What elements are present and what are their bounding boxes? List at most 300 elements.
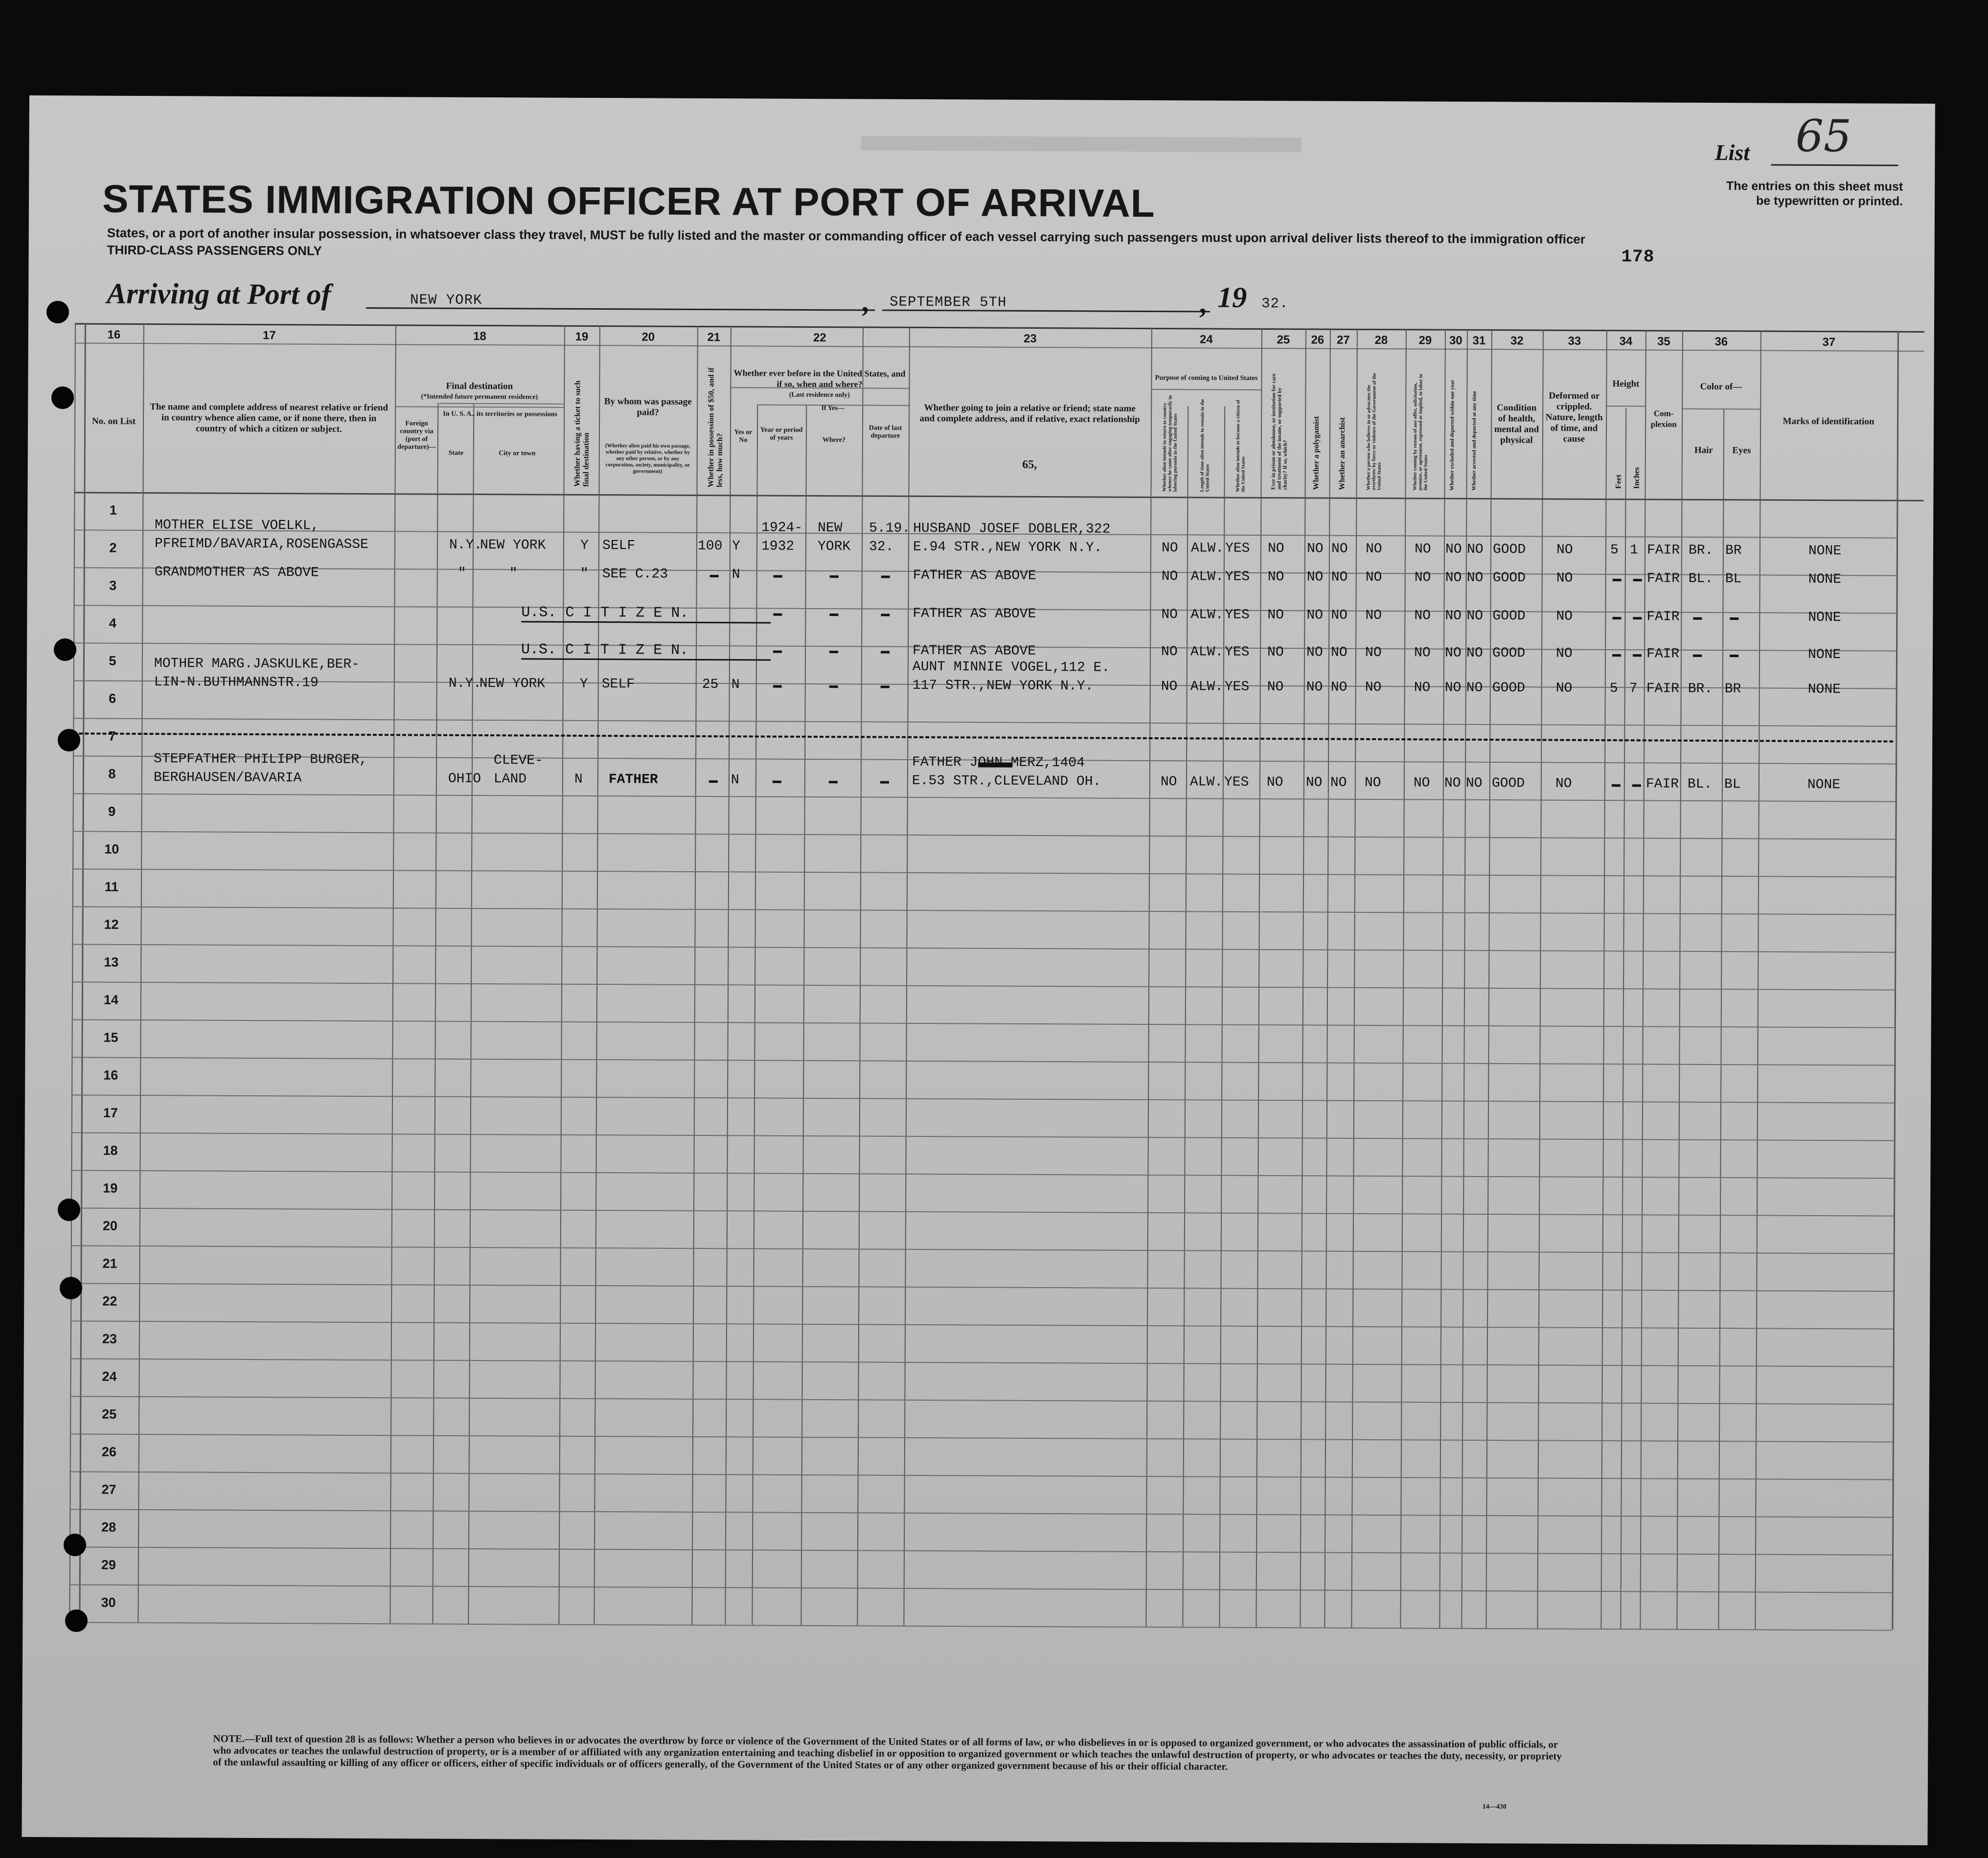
row7-health: GOOD xyxy=(1491,776,1525,792)
row7-p-citizen: YES xyxy=(1224,774,1249,790)
column-rule xyxy=(725,326,731,1625)
row-rule xyxy=(70,1471,1893,1480)
row4-c30: NO xyxy=(1444,645,1462,661)
row-number: 19 xyxy=(103,1180,118,1196)
row-rule xyxy=(72,1019,1895,1028)
row-number: 6 xyxy=(109,691,116,706)
subheader-rule xyxy=(1151,389,1261,390)
row5-prior-visit-dash xyxy=(881,686,890,688)
entries-note-line-2: be typewritten or printed. xyxy=(1756,194,1903,208)
subheader-rule xyxy=(1682,408,1760,410)
colnum-24: 24 xyxy=(1199,333,1213,346)
row5-feet: 5 xyxy=(1609,681,1618,697)
hdr-going-to-join-extra: 65, xyxy=(1022,458,1037,471)
row4-c27: NO xyxy=(1330,645,1348,660)
row-number: 29 xyxy=(101,1557,116,1572)
row-number: 2 xyxy=(109,540,117,555)
row7-p-length: ALW. xyxy=(1189,774,1223,790)
row-number: 11 xyxy=(104,879,119,894)
row2-p-length: ALW. xyxy=(1190,569,1224,585)
row2-state: " xyxy=(457,566,466,581)
colnum-23: 23 xyxy=(1023,332,1037,345)
date-value: SEPTEMBER 5TH xyxy=(890,294,1007,311)
row7-c29: NO xyxy=(1413,775,1430,791)
row7-join-2: E.53 STR.,CLEVELAND OH. xyxy=(912,773,1101,790)
row-number: 4 xyxy=(109,615,116,631)
colnum-26: 26 xyxy=(1311,333,1325,347)
row3-c29: NO xyxy=(1414,608,1431,624)
colnum-29: 29 xyxy=(1418,334,1432,347)
row1-feet: 5 xyxy=(1610,543,1619,558)
binder-hole xyxy=(58,729,80,751)
binder-hole xyxy=(54,638,76,661)
row1-before: Y xyxy=(731,539,740,554)
binder-hole xyxy=(65,1609,88,1632)
row4-deformed: NO xyxy=(1555,646,1573,661)
row7-hair: BL. xyxy=(1687,776,1713,793)
colnum-34: 34 xyxy=(1619,335,1633,348)
row-rule xyxy=(69,1509,1892,1518)
row-rule xyxy=(70,1320,1893,1329)
column-rule xyxy=(1400,329,1407,1628)
row1-inches: 1 xyxy=(1629,543,1638,558)
row2-c30: NO xyxy=(1445,570,1462,586)
row-number: 21 xyxy=(102,1256,117,1271)
colnum-28: 28 xyxy=(1374,334,1388,347)
column-rule xyxy=(1892,331,1899,1630)
colnum-31: 31 xyxy=(1472,334,1486,347)
column-rule xyxy=(1439,329,1446,1628)
row1-c27: NO xyxy=(1331,541,1348,557)
hdr-marks: Marks of identification xyxy=(1782,416,1874,427)
row5-join-2: 117 STR.,NEW YORK N.Y. xyxy=(912,678,1094,694)
hdr-yes-no: Yes or No xyxy=(734,429,753,444)
hdr-excluded: Whether excluded and deported within one year xyxy=(1449,380,1456,491)
row1-p-return: NO xyxy=(1161,541,1178,556)
row7-complexion: FAIR xyxy=(1645,776,1679,792)
row2-p-return: NO xyxy=(1161,569,1178,585)
row1-p-citizen: YES xyxy=(1225,541,1250,556)
row5-prior-visit-dash xyxy=(773,685,782,688)
row2-c28: NO xyxy=(1365,569,1382,586)
hdr-money: Whether in possession of $50, and if less, how much? xyxy=(707,367,725,488)
row-number: 12 xyxy=(104,917,119,932)
row4-p-citizen: YES xyxy=(1224,644,1250,660)
hdr-before-in-us: Whether ever before in the United States, and if so, when and where? xyxy=(733,368,906,389)
column-rule xyxy=(1256,328,1262,1627)
hdr-deported: Whether arrested and deported at any time xyxy=(1471,391,1478,491)
row7-c27: NO xyxy=(1330,775,1347,791)
row7-state: OHIO xyxy=(448,771,481,787)
row3-p-citizen: YES xyxy=(1225,607,1250,623)
row-rule xyxy=(70,1283,1893,1292)
row3-deformed: NO xyxy=(1556,609,1573,624)
row5-hair: BR. xyxy=(1688,681,1713,697)
column-rule xyxy=(1600,330,1607,1629)
row2-prior-visit-dash xyxy=(830,575,839,578)
hdr-final-destination-sub: (*Intended future permanent residence) xyxy=(421,393,538,401)
hdr-state: State xyxy=(448,449,464,457)
hdr-color-of: Color of— xyxy=(1700,381,1742,392)
row2-city: " xyxy=(509,566,518,582)
column-rule xyxy=(1676,330,1683,1629)
row7-marks: NONE xyxy=(1807,777,1841,793)
row4-complexion: FAIR xyxy=(1646,646,1680,662)
row4-c25: NO xyxy=(1267,645,1284,660)
row-number: 20 xyxy=(102,1218,118,1233)
row5-health: GOOD xyxy=(1492,680,1526,696)
row3-feet-blank-dash xyxy=(1612,617,1621,619)
row5-join-1: AUNT MINNIE VOGEL,112 E. xyxy=(912,659,1110,676)
row-number: 22 xyxy=(102,1293,117,1309)
entries-note xyxy=(1648,178,1903,208)
row4-prior-visit-dash xyxy=(829,651,838,653)
hdr-relative: The name and complete address of nearest relative or friend in country whence alien came, or if none there, then in country of which a citizen or subject. xyxy=(150,402,388,434)
row3-prior-visit-dash xyxy=(773,613,782,616)
row2-c25: NO xyxy=(1267,569,1284,585)
row7-prior-visit-dash xyxy=(880,781,889,784)
row5-deformed: NO xyxy=(1555,680,1573,696)
row2-feet-blank-dash xyxy=(1613,579,1622,581)
row3-c25: NO xyxy=(1267,608,1284,623)
row2-ticket: " xyxy=(580,566,589,582)
row-rule xyxy=(71,1132,1894,1141)
row3-prior-visit-dash xyxy=(881,614,890,616)
row1-c26: NO xyxy=(1306,541,1324,557)
row7-inches-blank-dash xyxy=(1632,784,1641,787)
manifest-sheet xyxy=(22,95,1935,1845)
row1-state: N.Y. xyxy=(449,537,482,553)
row5-city: NEW YORK xyxy=(479,676,546,692)
row3-citizen-underline xyxy=(521,621,771,623)
hdr-city: City or town xyxy=(499,450,536,457)
colnum-33: 33 xyxy=(1568,334,1581,348)
row5-relative-1: MOTHER MARG.JASKULKE,BER- xyxy=(154,656,360,672)
row7-prior-visit-dash xyxy=(829,781,838,783)
row-number: 23 xyxy=(102,1331,117,1346)
row3-c27: NO xyxy=(1331,608,1348,623)
row5-c28: NO xyxy=(1365,680,1382,696)
row7-p-return: NO xyxy=(1160,774,1177,790)
row2-inches-blank-dash xyxy=(1633,579,1642,581)
row4-citizen-underline xyxy=(521,658,771,660)
colnum-22: 22 xyxy=(813,331,826,345)
row2-c26: NO xyxy=(1306,569,1324,585)
instruction-line: States, or a port of another insular possession, in whatsoever class they travel, MUST be fully listed and the master or commanding officer of each vessel carrying such passengers must upon arrival deliver lists thereof to the immigration officer xyxy=(107,225,1585,247)
row-rule xyxy=(71,1057,1894,1065)
year-prefix: 19 xyxy=(1217,281,1247,314)
row5-complexion: FAIR xyxy=(1646,681,1680,697)
row3-prior-visit-dash xyxy=(829,613,838,616)
row1-where-1: NEW xyxy=(818,521,843,536)
row-number: 7 xyxy=(108,728,116,744)
row7-paid: FATHER xyxy=(608,772,658,788)
row1-join-1: HUSBAND JOSEF DOBLER,322 xyxy=(913,521,1111,537)
hdr-departure-date: Date of last departure xyxy=(868,424,902,440)
row-number: 24 xyxy=(102,1369,117,1384)
column-rule xyxy=(1219,407,1225,1627)
colnum-18: 18 xyxy=(473,329,486,343)
row-number: 17 xyxy=(103,1105,118,1120)
port-comma: , xyxy=(863,285,870,318)
faint-stamp xyxy=(861,126,1301,162)
hdr-height: Height xyxy=(1612,379,1640,389)
arriving-label: Arriving at Port of xyxy=(107,277,331,311)
hdr-passage-paid: By whom was passage paid? xyxy=(604,396,692,418)
row-number: 18 xyxy=(103,1143,118,1158)
row5-eyes: BR xyxy=(1724,681,1741,697)
colnum-17: 17 xyxy=(262,329,276,342)
row7-struck-out xyxy=(978,762,1012,767)
hdr-purpose-citizen: Whether alien intends to become a citizen of the United States xyxy=(1235,400,1246,492)
row2-c29: NO xyxy=(1414,570,1431,586)
sheet-number: 178 xyxy=(1621,247,1655,267)
row-number: 13 xyxy=(104,954,119,970)
row-rule xyxy=(70,1396,1893,1405)
row-number: 28 xyxy=(101,1519,116,1535)
row2-before: N xyxy=(731,567,740,583)
binder-hole xyxy=(51,386,74,409)
row-number: 25 xyxy=(102,1406,117,1422)
row-rule xyxy=(72,868,1895,877)
row1-c29: NO xyxy=(1414,542,1431,557)
row5-paid: SELF xyxy=(601,677,635,692)
colnum-19: 19 xyxy=(575,330,589,343)
subheader-rule xyxy=(1606,406,1645,407)
column-rule xyxy=(137,323,144,1622)
row2-deformed: NO xyxy=(1556,570,1573,586)
row1-eyes: BR xyxy=(1725,543,1742,559)
row4-c28: NO xyxy=(1365,645,1382,661)
row1-date-1: 5.19. xyxy=(869,521,911,536)
row7-relative-2: BERGHAUSEN/BAVARIA xyxy=(153,770,302,786)
row3-p-length: ALW. xyxy=(1190,607,1224,623)
hdr-purpose: Purpose of coming to United States xyxy=(1155,374,1258,382)
colnum-20: 20 xyxy=(641,330,655,344)
row1-c31: NO xyxy=(1466,542,1484,557)
row1-join-2: E.94 STR.,NEW YORK N.Y. xyxy=(913,539,1102,556)
colnum-21: 21 xyxy=(707,331,721,344)
row1-paid: SELF xyxy=(602,538,636,554)
row3-c31: NO xyxy=(1466,608,1484,624)
row4-inches-blank-dash xyxy=(1633,654,1642,657)
row4-c31: NO xyxy=(1466,645,1483,661)
row2-relative-1: GRANDMOTHER AS ABOVE xyxy=(154,565,319,581)
row7-eyes: BL xyxy=(1724,777,1741,793)
row7-join-1: FATHER JOHN MERZ,1404 xyxy=(912,754,1085,771)
row2-money-dash xyxy=(710,575,719,577)
row2-eyes: BL xyxy=(1725,571,1742,587)
hdr-purpose-return: Whether alien intends to return to country whence he came after engaging temporarily in laboring pursuits in the United States xyxy=(1162,395,1179,492)
row3-complexion: FAIR xyxy=(1646,609,1680,625)
hdr-foreign-country: Foreign country via (port of departure)— xyxy=(397,420,436,451)
column-rule xyxy=(1485,329,1492,1628)
row1-city: NEW YORK xyxy=(480,538,546,553)
row-number: 8 xyxy=(108,766,116,781)
column-rule xyxy=(432,403,438,1624)
class-line: THIRD-CLASS PASSENGERS ONLY xyxy=(107,242,322,258)
row-rule xyxy=(71,1207,1894,1216)
row1-c28: NO xyxy=(1365,541,1382,557)
row5-c25: NO xyxy=(1267,680,1284,695)
subheader-rule xyxy=(395,406,564,408)
hdr-in-usa: In U. S. A., its territories or possessions xyxy=(443,410,557,418)
row2-c31: NO xyxy=(1466,570,1484,586)
binder-hole xyxy=(46,301,69,323)
row5-c31: NO xyxy=(1466,680,1483,696)
row-number: 14 xyxy=(103,992,119,1007)
date-comma: , xyxy=(1200,287,1208,319)
hdr-passage-paid-sub: (Whether alien paid his own passage, whether paid by relative, whether by any other person, or by any corporation, society, municipality, or government) xyxy=(605,443,690,475)
row2-c27: NO xyxy=(1331,569,1348,585)
row-number: 9 xyxy=(108,804,116,819)
row-number: 10 xyxy=(104,841,119,857)
row5-c27: NO xyxy=(1330,680,1348,695)
row7-c26: NO xyxy=(1305,775,1323,791)
row2-p-citizen: YES xyxy=(1225,569,1250,585)
colnum-25: 25 xyxy=(1277,333,1290,347)
column-rule xyxy=(800,405,807,1625)
hdr-inches: Inches xyxy=(1632,467,1641,489)
row-rule xyxy=(70,1433,1893,1442)
row7-c30: NO xyxy=(1444,775,1461,791)
colnum-32: 32 xyxy=(1510,334,1524,348)
row5-ticket: Y xyxy=(579,676,588,692)
row4-c26: NO xyxy=(1306,645,1323,660)
column-rule xyxy=(1755,330,1761,1629)
hdr-before-in-us-sub: (Last residence only) xyxy=(789,391,850,399)
row3-citizen: U.S. C I T I Z E N. xyxy=(521,604,689,622)
row7-relative-1: STEPFATHER PHILIPP BURGER, xyxy=(154,751,368,768)
hdr-ticket: Whether having a ticket to such final destination xyxy=(573,380,591,487)
row7-feet-blank-dash xyxy=(1612,784,1621,787)
row7-ticket: N xyxy=(574,771,583,787)
row7-city-1: CLEVE- xyxy=(494,753,543,769)
row-number: 3 xyxy=(109,578,117,593)
hdr-where: Where? xyxy=(822,436,846,444)
row-rule xyxy=(69,1546,1892,1555)
colnum-30: 30 xyxy=(1449,334,1462,347)
year-suffix: 32. xyxy=(1261,295,1289,312)
row-rule xyxy=(71,1094,1894,1103)
row1-where-2: YORK xyxy=(817,539,851,555)
column-rule xyxy=(69,323,76,1622)
hdr-feet: Feet xyxy=(1614,474,1623,489)
column-rule xyxy=(752,404,758,1625)
form-number: 14—430 xyxy=(1482,1803,1507,1811)
row4-c29: NO xyxy=(1414,645,1431,661)
row1-p-length: ALW. xyxy=(1190,541,1224,556)
row-rule xyxy=(71,1245,1894,1254)
row7-prior-visit-dash xyxy=(773,781,781,783)
row5-prior-visit-dash xyxy=(829,685,838,688)
colnum-35: 35 xyxy=(1657,335,1670,348)
hdr-health: Condition of health, mental and physical xyxy=(1494,403,1539,446)
colnum-37: 37 xyxy=(1822,335,1836,349)
column-rules xyxy=(29,95,1935,104)
column-rule xyxy=(1718,408,1724,1629)
column-rule xyxy=(1324,329,1331,1628)
row5-p-return: NO xyxy=(1161,679,1178,695)
hdr-eyes: Eyes xyxy=(1732,445,1751,456)
row3-c30: NO xyxy=(1445,608,1462,624)
column-rule xyxy=(79,323,86,1622)
row3-c26: NO xyxy=(1306,608,1324,623)
column-rule xyxy=(389,324,396,1623)
row-rule xyxy=(72,831,1895,839)
row3-join-1: FATHER AS ABOVE xyxy=(913,606,1036,622)
form-title: STATES IMMIGRATION OFFICER AT PORT OF ARRIVAL xyxy=(102,177,1155,226)
row5-before: N xyxy=(731,677,740,693)
row2-paid: SEE C.23 xyxy=(602,566,668,582)
row1-date-2: 32. xyxy=(868,539,894,555)
row-rule xyxy=(70,1358,1893,1367)
hdr-if-yes: If Yes— xyxy=(821,405,845,412)
binder-hole xyxy=(64,1534,86,1556)
row1-deformed: NO xyxy=(1556,542,1573,558)
row-rule xyxy=(69,1584,1892,1593)
binder-hole xyxy=(60,1277,82,1299)
column-rule xyxy=(1182,406,1188,1627)
row-number: 26 xyxy=(101,1444,116,1459)
header-bottom-rule xyxy=(74,492,1923,501)
row4-marks: NONE xyxy=(1807,647,1841,663)
row-number: 5 xyxy=(109,653,116,668)
row5-marks: NONE xyxy=(1807,681,1841,698)
row-number: 16 xyxy=(103,1067,118,1083)
row-rule xyxy=(72,981,1895,990)
row-rule xyxy=(69,1622,1892,1631)
list-number: 65 xyxy=(1795,110,1852,162)
row3-marks: NONE xyxy=(1808,610,1841,626)
row-6-cancel-line xyxy=(73,732,1893,742)
hdr-deformed: Deformed or crippled. Nature, length of time, and cause xyxy=(1545,390,1603,444)
row7-deformed: NO xyxy=(1555,776,1572,792)
column-rule xyxy=(468,403,474,1624)
row-rule xyxy=(72,944,1895,952)
row7-money-dash xyxy=(709,780,718,783)
subheader-rule xyxy=(439,403,564,405)
hdr-years: Year or period of years xyxy=(760,426,803,442)
hdr-labor-offer: Whether coming by reason of any offer, solicitation, promise, or agreement, expressed or implied, to labor in the United States xyxy=(1412,374,1429,491)
row2-health: GOOD xyxy=(1492,570,1526,586)
row7-city-2: LAND xyxy=(493,771,527,787)
row-number: 15 xyxy=(103,1030,118,1045)
hdr-overthrow: Whether a person who believes in or advocates the overthrow by force or violence of the Government of the United States xyxy=(1366,373,1382,491)
row4-p-length: ALW. xyxy=(1190,644,1224,660)
row3-eyes-blank-dash xyxy=(1730,617,1738,620)
row5-money: 25 xyxy=(702,677,719,693)
binder-hole xyxy=(58,1199,80,1221)
row4-health: GOOD xyxy=(1492,646,1526,661)
row4-prior-visit-dash xyxy=(881,651,890,654)
row2-prior-visit-dash xyxy=(881,576,890,578)
row4-eyes-blank-dash xyxy=(1730,655,1738,657)
list-label: List xyxy=(1714,140,1750,165)
row1-c30: NO xyxy=(1445,542,1462,557)
row3-c28: NO xyxy=(1365,608,1382,624)
row1-years-2: 1932 xyxy=(761,539,795,554)
row5-c29: NO xyxy=(1414,680,1431,696)
row2-prior-visit-dash xyxy=(774,575,782,578)
row-number: 30 xyxy=(101,1595,116,1610)
hdr-purpose-length: Length of time alien intends to remain in the United States xyxy=(1199,399,1211,492)
port-value: NEW YORK xyxy=(410,292,482,309)
column-rule xyxy=(1537,330,1544,1629)
column-rule xyxy=(594,325,600,1624)
hdr-final-destination: Final destination xyxy=(446,381,513,392)
column-rule xyxy=(1145,328,1152,1627)
